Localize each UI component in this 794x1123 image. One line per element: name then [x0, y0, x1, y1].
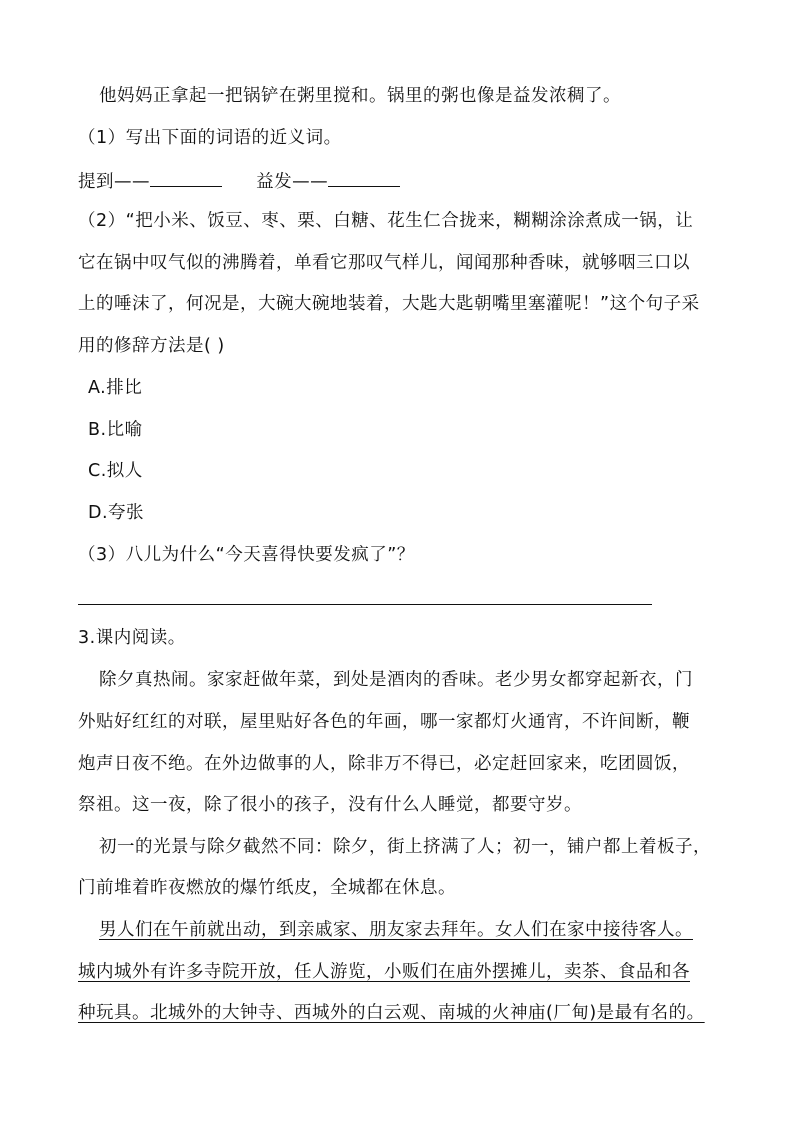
- option-d[interactable]: D.夸张: [88, 503, 145, 523]
- option-c[interactable]: C.拟人: [88, 461, 143, 481]
- section-title: 3.课内阅读。: [78, 628, 186, 648]
- answer-line[interactable]: [78, 604, 652, 605]
- underlined-passage-line: 城内城外有许多寺院开放，任人游览，小贩们在庙外摆摊儿，卖茶、食品和各: [78, 962, 690, 982]
- question-1: （1）写出下面的词语的近义词。: [78, 128, 342, 148]
- option-b[interactable]: B.比喻: [88, 420, 143, 440]
- question-3: （3）八儿为什么“今天喜得快要发疯了”？: [78, 545, 415, 565]
- question-2-line: （2）“把小米、饭豆、枣、栗、白糖、花生仁合拢来，糊糊涂涂煮成一锅，让: [78, 211, 694, 231]
- question-2-line: 上的唾沫了，何况是，大碗大碗地装着，大匙大匙朝嘴里塞灌呢！”这个句子采: [78, 294, 700, 314]
- passage-line: 祭祖。这一夜，除了很小的孩子，没有什么人睡觉，都要守岁。: [78, 795, 582, 815]
- passage-line: 除夕真热闹。家家赶做年菜，到处是酒肉的香味。老少男女都穿起新衣，门: [99, 670, 693, 690]
- answer-blank-2[interactable]: [328, 168, 400, 187]
- synonym-row: [78, 168, 400, 194]
- passage-line: 他妈妈正拿起一把锅铲在粥里搅和。锅里的粥也像是益发浓稠了。: [99, 86, 621, 106]
- passage-line: 炮声日夜不绝。在外边做事的人，除非万不得已，必定赶回家来，吃团圆饭，: [78, 754, 690, 774]
- synonym-word-2: 益发——: [256, 172, 329, 192]
- passage-line: 外贴好红红的对联，屋里贴好各色的年画，哪一家都灯火通宵，不许间断，鞭: [78, 712, 690, 732]
- option-a[interactable]: A.排比: [88, 378, 143, 398]
- question-2-line: 用的修辞方法是( ): [78, 336, 225, 356]
- passage-line: 初一的光景与除夕截然不同：除夕，街上挤满了人；初一，铺户都上着板子，: [99, 837, 711, 857]
- synonym-word-1: 提到——: [78, 172, 150, 192]
- passage-line: 门前堆着昨夜燃放的爆竹纸皮，全城都在休息。: [78, 878, 456, 898]
- underlined-passage-line: 男人们在午前就出动，到亲戚家、朋友家去拜年。女人们在家中接待客人。: [99, 920, 693, 940]
- underlined-passage-line: 种玩具。北城外的大钟寺、西城外的白云观、南城的火神庙(厂甸)是最有名的。: [78, 1003, 705, 1023]
- question-2-line: 它在锅中叹气似的沸腾着，单看它那叹气样儿，闻闻那种香味，就够咽三口以: [78, 253, 690, 273]
- answer-blank-1[interactable]: [150, 168, 222, 187]
